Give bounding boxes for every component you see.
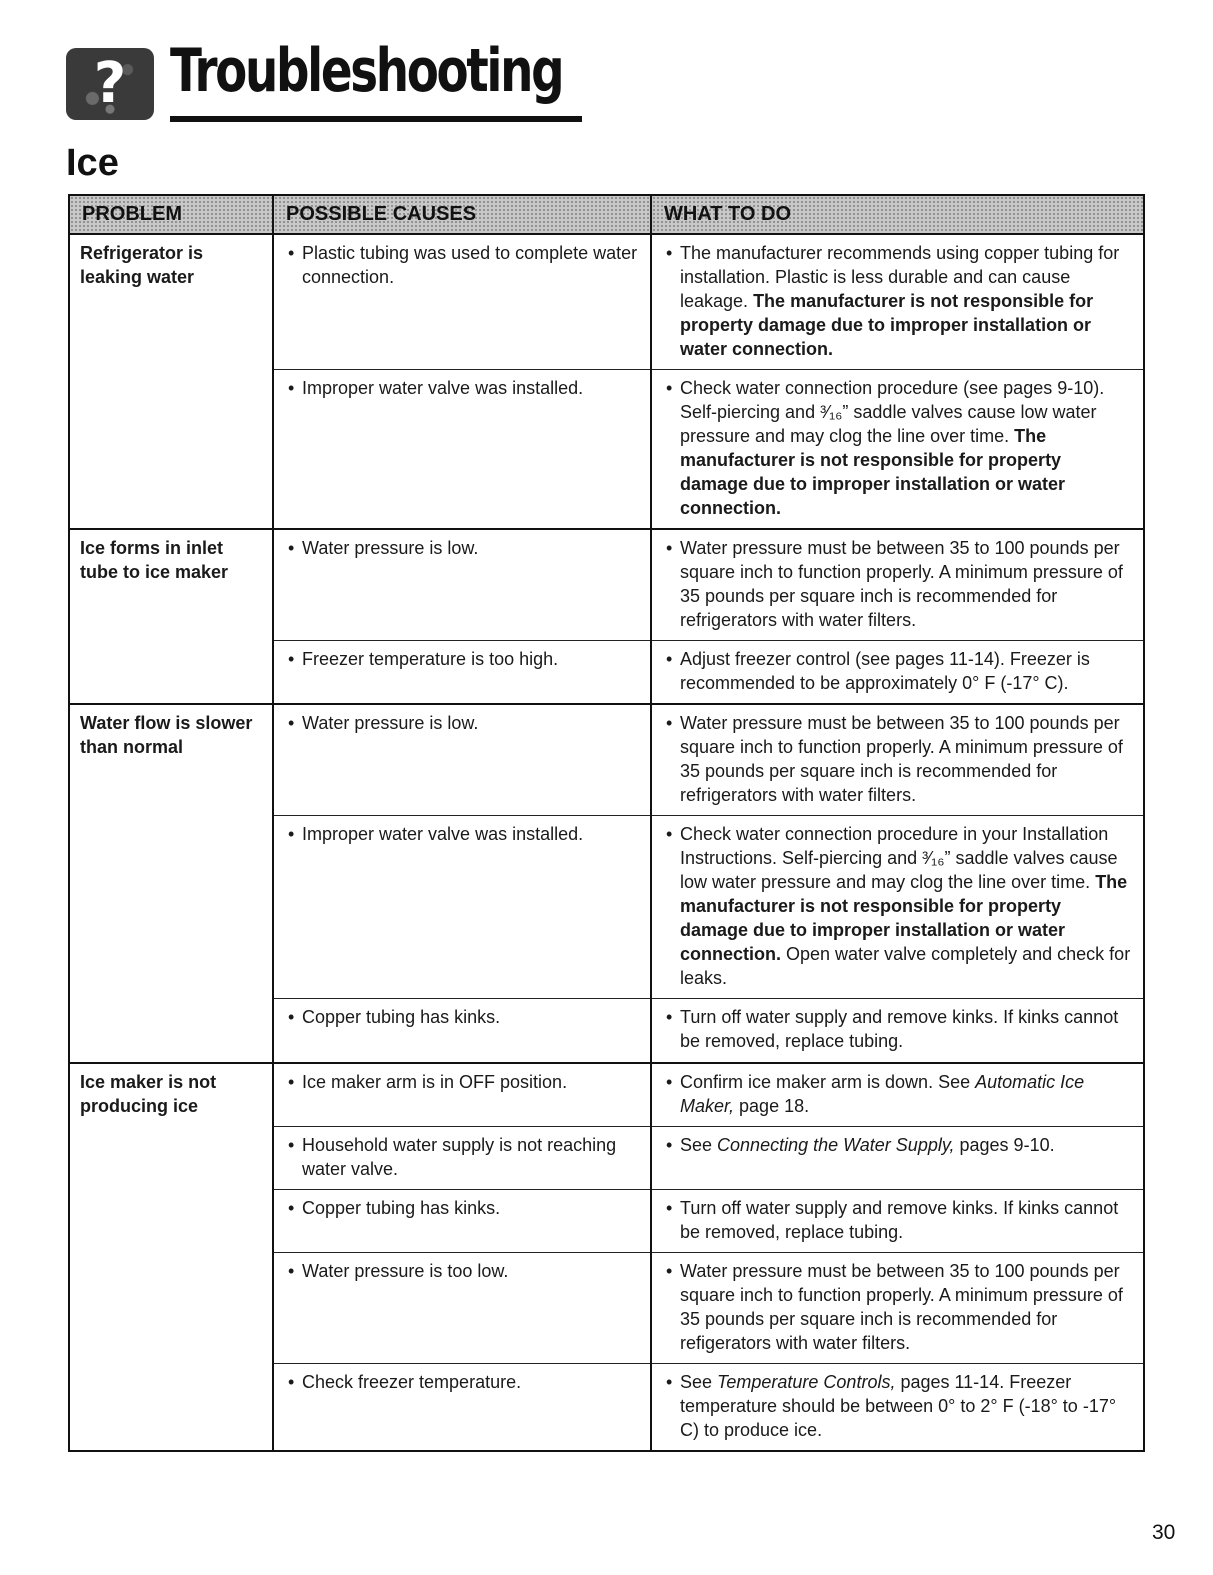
cause-cell	[273, 1252, 651, 1363]
todo-text: • Water pressure must be between 35 to 100 pounds per square inch to function properly. A minimum pressure of 35 pounds per square inch is recommended for refigerators with water filters.	[662, 1259, 1133, 1355]
todo-text-part: The manufacturer recommends using copper tubing for installation. Plastic is less durable and can cause leakage.	[680, 243, 1120, 311]
cause-text: • Water pressure is low.	[284, 536, 640, 560]
table-header-row	[69, 195, 1144, 234]
title-underline	[170, 116, 582, 122]
cause-cell	[273, 704, 651, 816]
todo-text: • Adjust freezer control (see pages 11-14). Freezer is recommended to be approximately 0° F (-17° C).	[662, 647, 1133, 695]
todo-text: • Water pressure must be between 35 to 100 pounds per square inch to function properly. A minimum pressure of 35 pounds per square inch is recommended for refrigerators with water filters.	[662, 711, 1133, 807]
problem-cell: Water flow is slower than normal	[69, 704, 273, 1063]
todo-text-part: Open water valve completely and check for leaks.	[680, 944, 1131, 988]
todo-text	[662, 822, 1133, 990]
cause-cell	[273, 529, 651, 641]
todo-bold-text: The manufacturer is not responsible for property damage due to improper installation or water connection.	[680, 426, 1066, 518]
cause-cell	[273, 234, 651, 370]
todo-text	[662, 1133, 1133, 1157]
problem-cell: Refrigerator is leaking water	[69, 234, 273, 529]
table-row	[69, 234, 1144, 370]
todo-text: • Water pressure must be between 35 to 100 pounds per square inch to function properly. A minimum pressure of 35 pounds per square inch is recommended for refrigerators with water filters.	[662, 536, 1133, 632]
todo-text-part: Confirm ice maker arm is down. See	[680, 1071, 976, 1092]
table-row	[69, 704, 1144, 816]
todo-text	[662, 376, 1133, 520]
cause-text: • Copper tubing has kinks.	[284, 1196, 640, 1220]
todo-cell	[651, 1063, 1144, 1127]
column-header-what-to-do: WHAT TO DO	[651, 195, 1144, 234]
todo-cell	[651, 999, 1144, 1063]
page-number: 30	[1152, 1521, 1176, 1544]
todo-text-part: See	[680, 1134, 718, 1155]
todo-text	[662, 1070, 1133, 1118]
problem-cell: Ice forms in inlet tube to ice maker	[69, 529, 273, 704]
todo-text: • Turn off water supply and remove kinks. If kinks cannot be removed, replace tubing.	[662, 1005, 1133, 1053]
todo-text-part: Check water connection procedure in your Installation Instructions. Self-piercing and ³⁄₁₆” saddle valves cause low water pressure and may clog the line over time.	[680, 824, 1118, 892]
todo-text	[662, 241, 1133, 361]
problem-cell: Ice maker is not producing ice	[69, 1063, 273, 1451]
todo-cell	[651, 641, 1144, 705]
todo-text: • Turn off water supply and remove kinks. If kinks cannot be removed, replace tubing.	[662, 1196, 1133, 1244]
todo-bold-text: The manufacturer is not responsible for property damage due to improper installation or water connection.	[680, 872, 1128, 964]
todo-cell	[651, 704, 1144, 816]
cause-text: • Copper tubing has kinks.	[284, 1005, 640, 1029]
todo-cell	[651, 816, 1144, 999]
cause-text: • Improper water valve was installed.	[284, 822, 640, 846]
todo-cell	[651, 1363, 1144, 1451]
cause-text: • Improper water valve was installed.	[284, 376, 640, 400]
cause-text: • Water pressure is too low.	[284, 1259, 640, 1283]
todo-bold-text: The manufacturer is not responsible for property damage due to improper installation or water connection.	[680, 291, 1094, 359]
todo-text-part: pages 11-14. Freezer temperature should be between 0° to 2° F (-18° to -17° C) to produce ice.	[680, 1371, 1117, 1440]
todo-text-part: Check water connection procedure (see pages 9-10). Self-piercing and ³⁄₁₆” saddle valves cause low water pressure and may clog the line over time.	[680, 378, 1105, 446]
todo-cell	[651, 234, 1144, 370]
cause-cell	[273, 1126, 651, 1189]
cause-text: • Plastic tubing was used to complete water connection.	[284, 241, 640, 289]
todo-cell	[651, 529, 1144, 641]
todo-italic-text: Automatic Ice Maker,	[680, 1071, 1085, 1116]
cause-text: • Household water supply is not reaching water valve.	[284, 1133, 640, 1181]
cause-cell	[273, 816, 651, 999]
page-title: Troubleshooting	[170, 36, 563, 106]
question-mark-glyph: ?	[93, 51, 127, 116]
todo-italic-text: Temperature Controls,	[717, 1371, 896, 1392]
todo-text-part: See	[680, 1371, 718, 1392]
troubleshooting-table	[68, 194, 1145, 1452]
cause-cell	[273, 1189, 651, 1252]
cause-text: • Water pressure is low.	[284, 711, 640, 735]
page-header	[66, 36, 563, 126]
todo-italic-text: Connecting the Water Supply,	[717, 1134, 955, 1155]
cause-cell	[273, 641, 651, 705]
section-title: Ice	[66, 142, 119, 184]
todo-cell	[651, 1252, 1144, 1363]
cause-cell	[273, 999, 651, 1063]
column-header-possible-causes: POSSIBLE CAUSES	[273, 195, 651, 234]
cause-text: • Check freezer temperature.	[284, 1370, 640, 1394]
todo-text	[662, 1370, 1133, 1442]
table-row	[69, 1063, 1144, 1127]
cause-cell	[273, 1063, 651, 1127]
cause-cell	[273, 370, 651, 530]
todo-text-part: pages 9-10.	[954, 1134, 1055, 1155]
todo-text-part: page 18.	[734, 1095, 810, 1116]
cause-text: • Freezer temperature is too high.	[284, 647, 640, 671]
question-mark-icon	[66, 48, 154, 120]
todo-cell	[651, 1126, 1144, 1189]
todo-cell	[651, 370, 1144, 530]
table-row	[69, 529, 1144, 641]
cause-cell	[273, 1363, 651, 1451]
cause-text: • Ice maker arm is in OFF position.	[284, 1070, 640, 1094]
column-header-problem: PROBLEM	[69, 195, 273, 234]
todo-cell	[651, 1189, 1144, 1252]
